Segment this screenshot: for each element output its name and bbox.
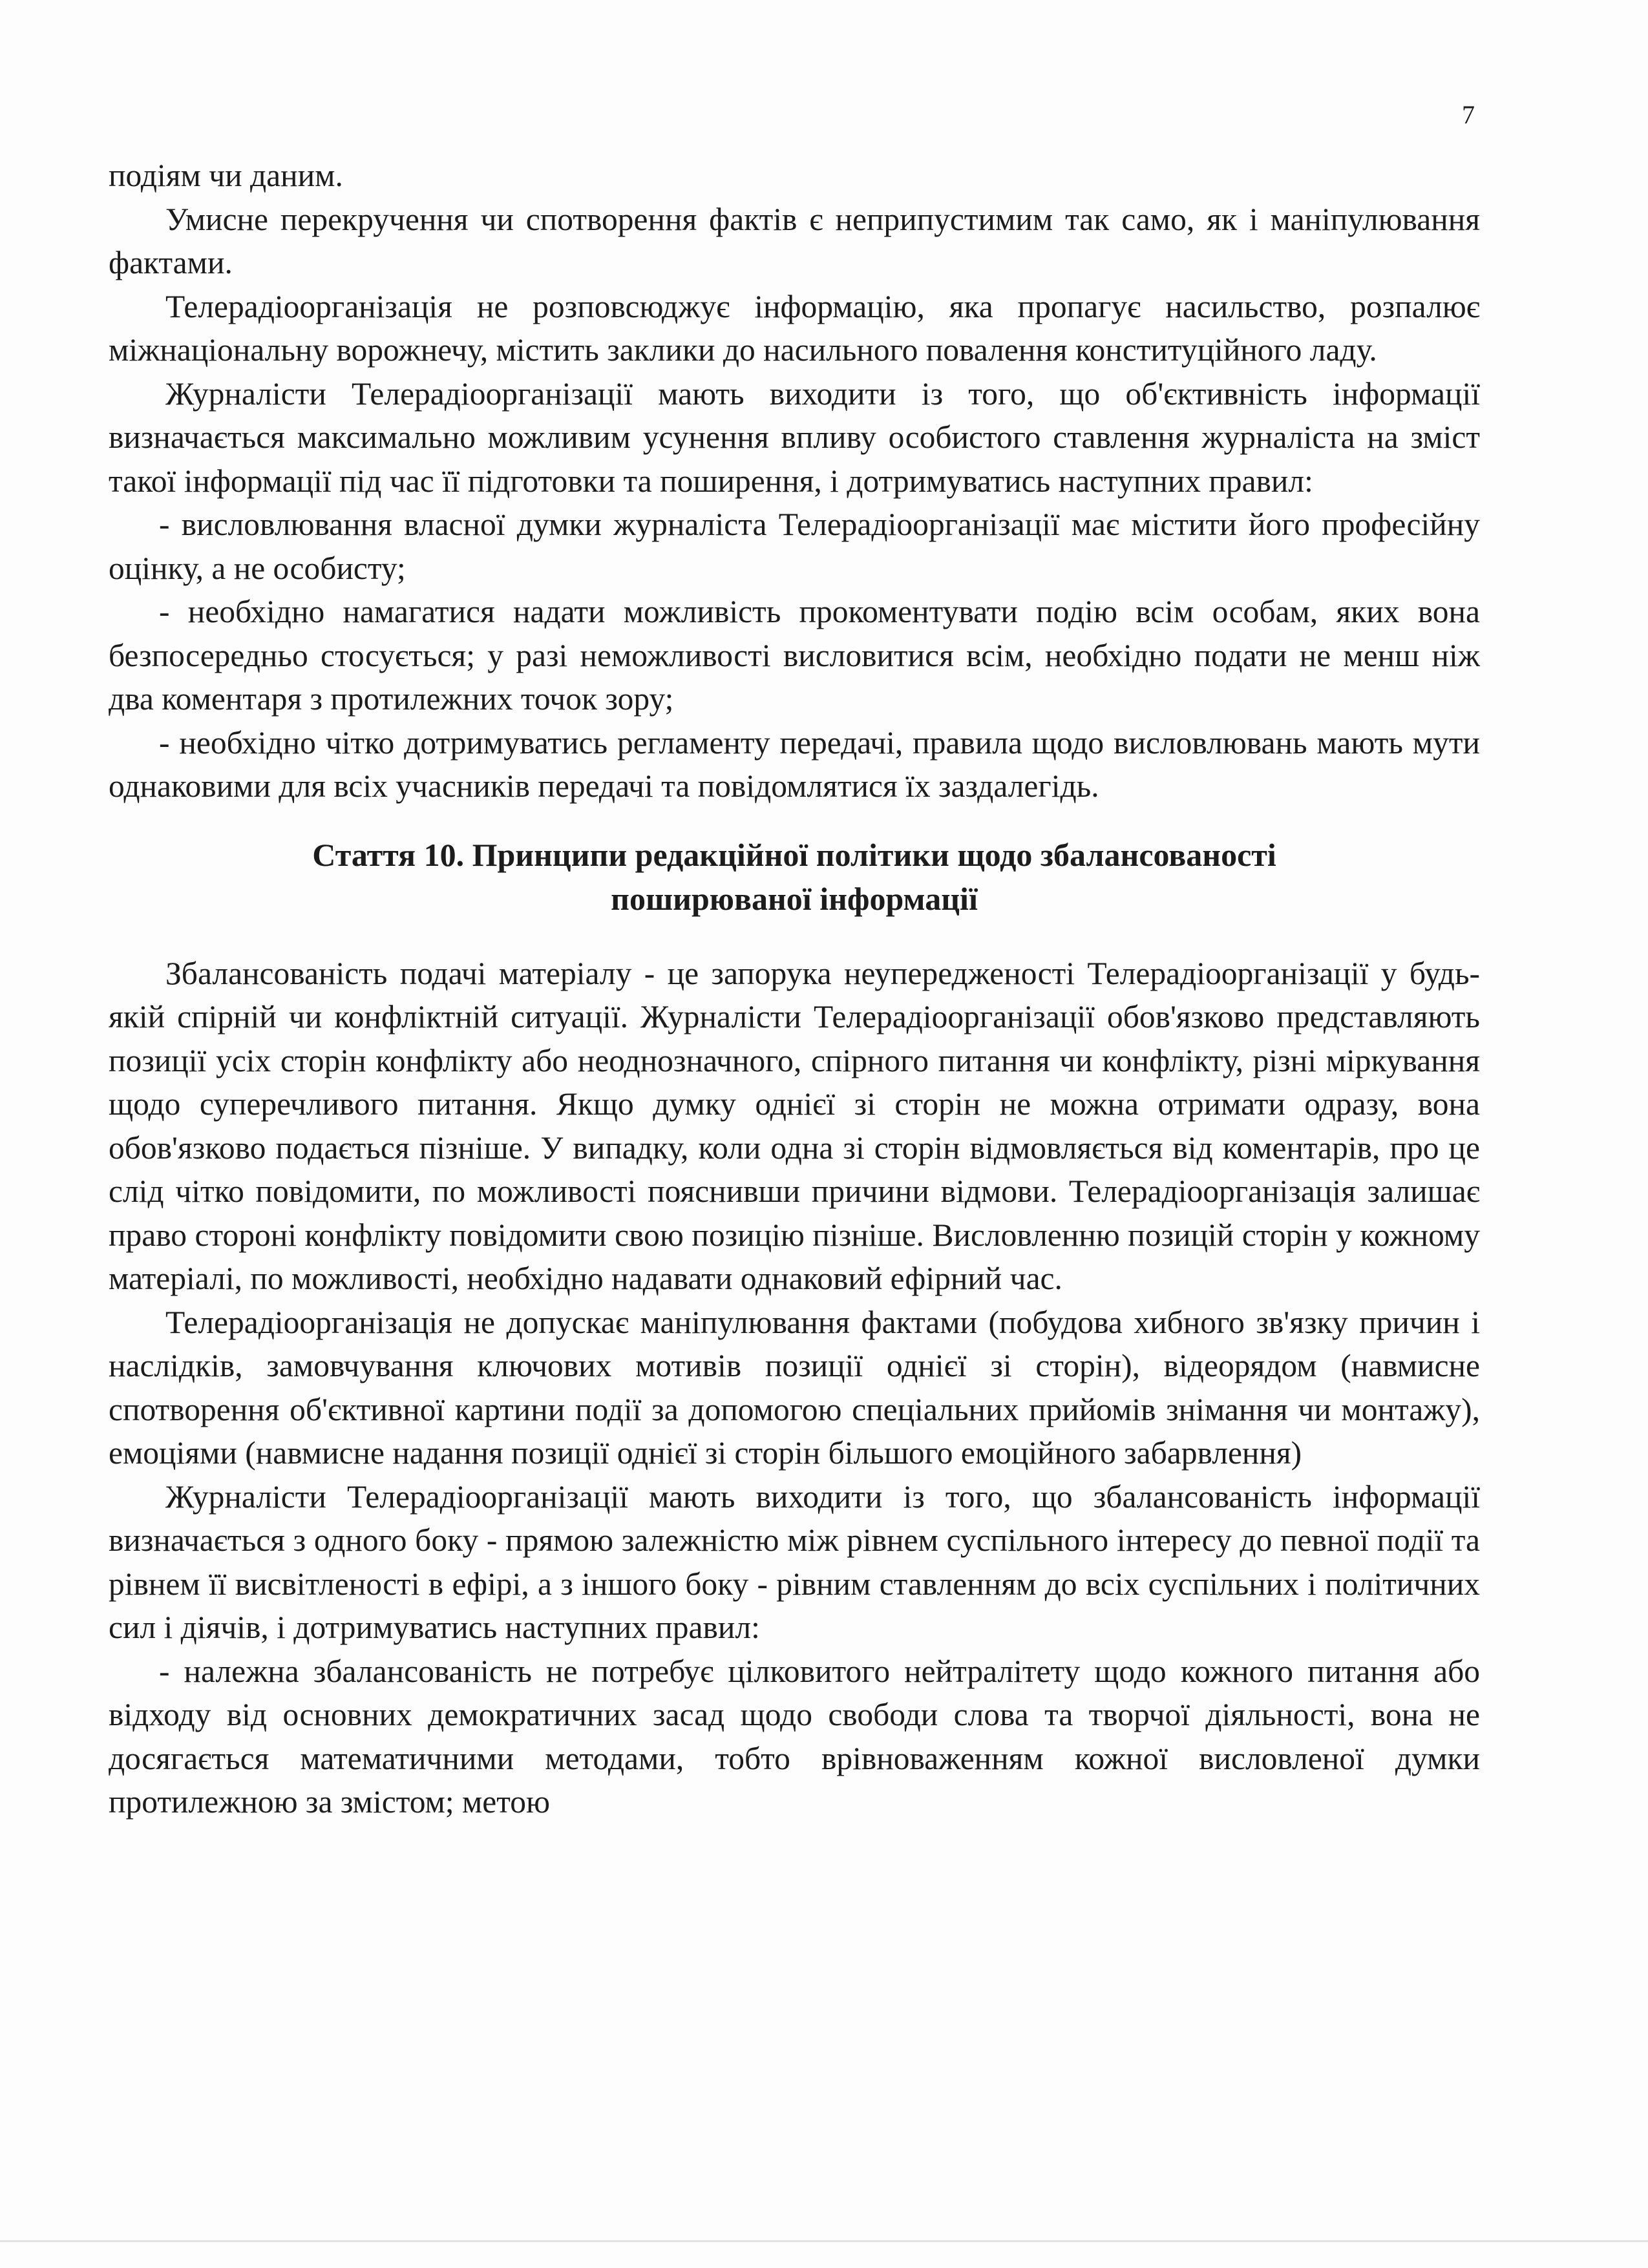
section-after-heading	[109, 952, 1480, 1824]
section-before-heading	[109, 154, 1480, 808]
list-item: - необхідно чітко дотримуватись регламенту передачі, правила щодо висловлювань мають мути однаковими для всіх учасників передачі та повідомлятися їх заздалегідь.	[109, 724, 1480, 804]
paragraph: Збалансованість подачі матеріалу - це запорука неупередженості Телерадіоорганізації у будь-якій спірній чи конфліктній ситуації. Журналісти Телерадіоорганізації обов'язково представляють позиції усіх сторін конфлікту або неоднозначного, спірного питання чи конфлікту, різні міркування щодо суперечливого питання. Якщо думку однієї зі сторін не можна отримати одразу, вона обов'язково подається пізніше. У випадку, коли одна зі сторін відмовляється від коментарів, про це слід чітко повідомити, по можливості пояснивши причини відмови. Телерадіоорганізація залишає право стороні конфлікту повідомити свою позицію пізніше. Висловленню позицій сторін у кожному матеріалі, по можливості, необхідно надавати однаковий ефірний час.	[109, 955, 1480, 1296]
list-item: - необхідно намагатися надати можливість прокоментувати подію всім особам, яких вона безпосередньо стосується; у разі неможливості висловитися всім, необхідно подати не менш ніж два коментаря з протилежних точок зору;	[109, 594, 1480, 717]
article-heading-line: Стаття 10. Принципи редакційної політики щодо збалансованості	[312, 836, 1276, 873]
paragraph: Телерадіоорганізація не допускає маніпулювання фактами (побудова хибного зв'язку причин і наслідків, замовчування ключових мотивів позиції однієї зі сторін), відеорядом (навмисне спотворення об'єктивної картини події за допомогою спеціальних прийомів знімання чи монтажу), емоціями (навмисне надання позиції однієї зі сторін більшого емоційного забарвлення)	[109, 1304, 1480, 1471]
paragraph: подіям чи даним.	[109, 158, 343, 193]
paragraph: Журналісти Телерадіоорганізації мають виходити із того, що об'єктивність інформації визначається максимально можливим усунення впливу особистого ставлення журналіста на зміст такої інформації під час її підготовки та поширення, і дотримуватись наступних правил:	[109, 375, 1480, 499]
document-body	[109, 154, 1480, 1824]
paragraph: Умисне перекручення чи спотворення фактів є неприпустимим так само, як і маніпулювання фактами.	[109, 201, 1480, 280]
article-heading	[109, 833, 1480, 921]
page-number: 7	[1462, 100, 1475, 129]
list-item: - висловлювання власної думки журналіста Телерадіоорганізації має містити його професійну оцінку, а не особисту;	[109, 507, 1480, 586]
scan-edge-divider	[0, 2240, 1648, 2242]
paragraph: Журналісти Телерадіоорганізації мають виходити із того, що збалансованість інформації визначається з одного боку - прямою залежністю між рівнем суспільного інтересу до певної події та рівнем її висвітленості в ефірі, а з іншого боку - рівним ставленням до всіх суспільних і політичних сил і діячів, і дотримуватись наступних правил:	[109, 1478, 1480, 1645]
article-heading-line: поширюваної інформації	[611, 880, 978, 917]
paragraph: Телерадіоорганізація не розповсюджує інформацію, яка пропагує насильство, розпалює міжнаціональну ворожнечу, містить заклики до насильного повалення конституційного ладу.	[109, 288, 1480, 368]
list-item: - належна збалансованість не потребує цілковитого нейтралітету щодо кожного питання або відходу від основних демократичних засад щодо свободи слова та творчої діяльності, вона не досягається математичними методами, тобто врівноваженням кожної висловленої думки протилежною за змістом; метою	[109, 1653, 1480, 1820]
